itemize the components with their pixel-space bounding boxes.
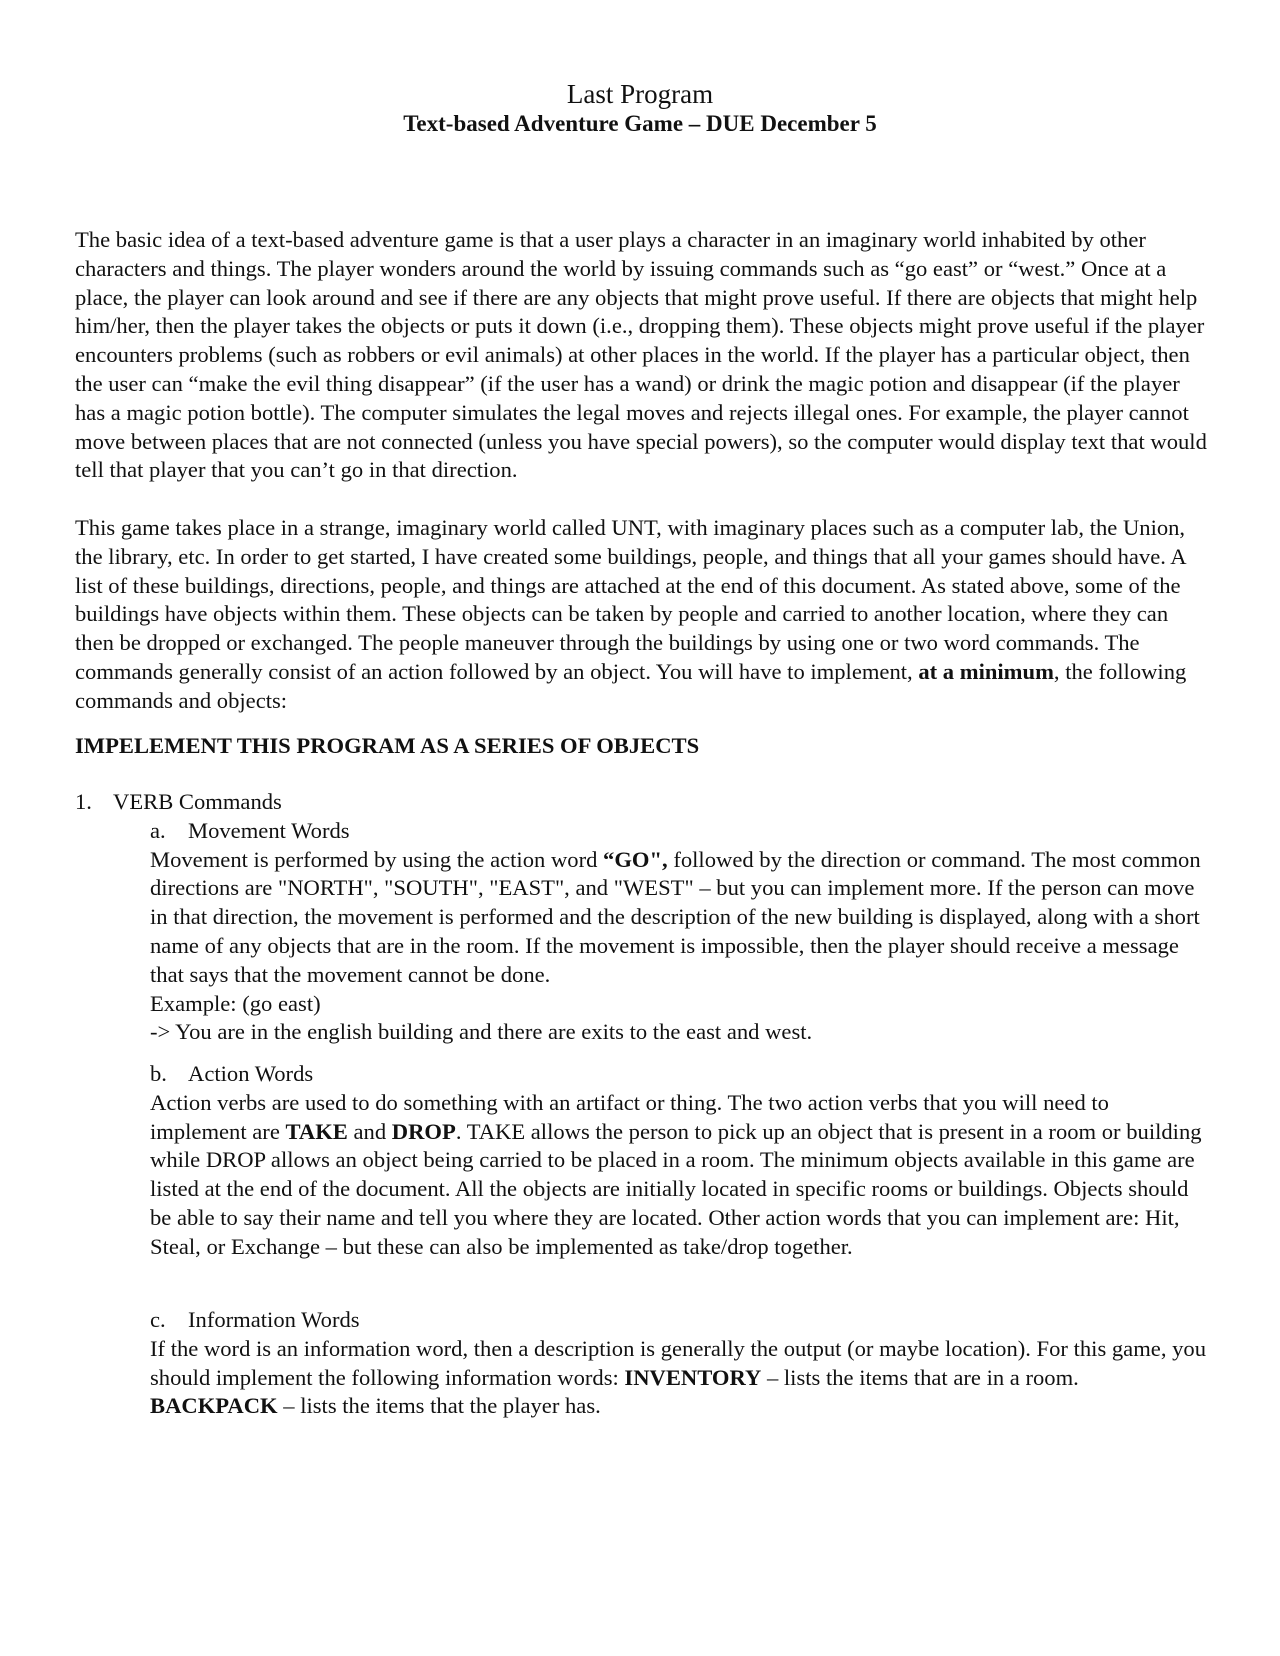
subsection-c-text-2: – lists the items that are in a room. xyxy=(761,1364,1079,1390)
page-title: Last Program xyxy=(566,79,714,109)
subsection-c-text xyxy=(150,1335,1210,1421)
subsection-a-text-end: followed by the direction or command. The most common directions are "NORTH", "SOUTH", "EAST", and "WEST" – but you can implement more. If the person can move in that direction, the movement is performed and the description of the new building is displayed, along with a short name of any objects that are in the room. If the movement is impossible, then the player should receive a message that says that the movement cannot be done. xyxy=(150,846,1201,987)
subsection-b-text-3: . TAKE allows the person to pick up an object that is present in a room or building while DROP allows an object being carried to be placed in a room. The minimum objects available in this game are listed at the end of the document. All the objects are initially located in specific rooms or buildings. Objects should be able to say their name and tell you where they are located. Other action words that you can implement are: Hit, Steal, or Exchange – but these can also be implemented as take/drop together. xyxy=(150,1118,1202,1259)
subsection-a-output: -> You are in the english building and there are exits to the east and west. xyxy=(150,1019,813,1045)
section-heading: IMPELEMENT THIS PROGRAM AS A SERIES OF OBJECTS xyxy=(75,733,700,758)
subsection-c-letter: c. xyxy=(150,1307,166,1332)
section-1c xyxy=(75,1306,1210,1421)
subsection-b-text-1: Action verbs are used to do something with an artifact or thing. The two action verbs that you will need to implement are xyxy=(150,1089,1109,1144)
subsection-a xyxy=(150,817,1210,1047)
subsection-a-label: Movement Words xyxy=(188,817,350,843)
backpack-keyword: BACKPACK xyxy=(150,1393,278,1419)
inventory-keyword: INVENTORY xyxy=(624,1364,762,1390)
subsection-b-letter: b. xyxy=(150,1061,167,1086)
drop-keyword: DROP xyxy=(391,1118,456,1144)
subsection-c-text-3: – lists the items that the player has. xyxy=(277,1393,601,1419)
subsection-c-text-1: If the word is an information word, then a description is generally the output (or maybe location). For this game, you should implement the following information words: xyxy=(150,1335,1207,1390)
intro-text-1: The basic idea of a text-based adventure game is that a user plays a character in an imaginary world inhabited by other characters and things. The player wonders around the world by issuing commands such as “go east” or “west.” Once at a place, the player can look around and see if there are any objects that might prove useful. If there are objects that might help him/her, then the player takes the objects or puts it down (i.e., dropping them). These objects might prove useful if the player encounters problems (such as robbers or evil animals) at other places in the world. If the player has a particular object, then the user can “make the evil thing disappear” (if the user has a wand) or drink the magic potion and disappear (if the player has a magic potion bottle). The computer simulates the legal moves and rejects illegal ones. For example, the player cannot move between places that are not connected (unless you have special powers), so the computer would display text that would tell that player that you can’t go in that direction. xyxy=(75,227,1207,483)
go-keyword: “GO", xyxy=(603,846,668,872)
subsection-b-text-2: and xyxy=(347,1118,392,1144)
section-1 xyxy=(75,788,1210,1047)
intro-text-2-end: , the following commands and objects: xyxy=(75,658,1187,713)
subsection-b-label: Action Words xyxy=(188,1061,314,1086)
intro-paragraph-1 xyxy=(75,226,1210,485)
section-1-label: VERB Commands xyxy=(113,789,282,814)
subsection-b-text xyxy=(150,1089,1210,1262)
subsection-b-title xyxy=(150,1060,1210,1089)
intro-paragraph-2 xyxy=(75,514,1210,716)
subsection-a-title xyxy=(150,817,1210,846)
subsection-a-letter: a. xyxy=(150,817,166,843)
section-1b xyxy=(75,1060,1210,1262)
section-1-title xyxy=(75,788,1210,817)
subsection-c-title xyxy=(150,1306,1210,1335)
section-1-number: 1. xyxy=(75,789,92,814)
subsection-c-label: Information Words xyxy=(188,1307,360,1332)
subsection-b xyxy=(150,1060,1210,1262)
intro-text-2-start: This game takes place in a strange, imaginary world called UNT, with imaginary places such as a computer lab, the Union, the library, etc. In order to get started, I have created some buildings, people, and things that all your games should have. A list of these buildings, directions, people, and things are attached at the end of this document. As stated above, some of the buildings have objects within them. These objects can be taken by people and carried to another location, where they can then be dropped or exchanged. The people maneuver through the buildings by using one or two word commands. The commands generally consist of an action followed by an object. You will have to implement, xyxy=(75,515,1186,684)
subsection-a-example: Example: (go east) xyxy=(150,990,321,1016)
subsection-a-text xyxy=(150,846,1210,990)
page-subtitle: Text-based Adventure Game – DUE December 5 xyxy=(403,111,877,136)
intro-text-2-bold: at a minimum xyxy=(918,658,1054,684)
subsection-a-text-start: Movement is performed by using the action word xyxy=(150,846,604,872)
take-keyword: TAKE xyxy=(285,1118,348,1144)
subsection-c xyxy=(150,1306,1210,1421)
intro-text-2 xyxy=(75,514,1210,716)
